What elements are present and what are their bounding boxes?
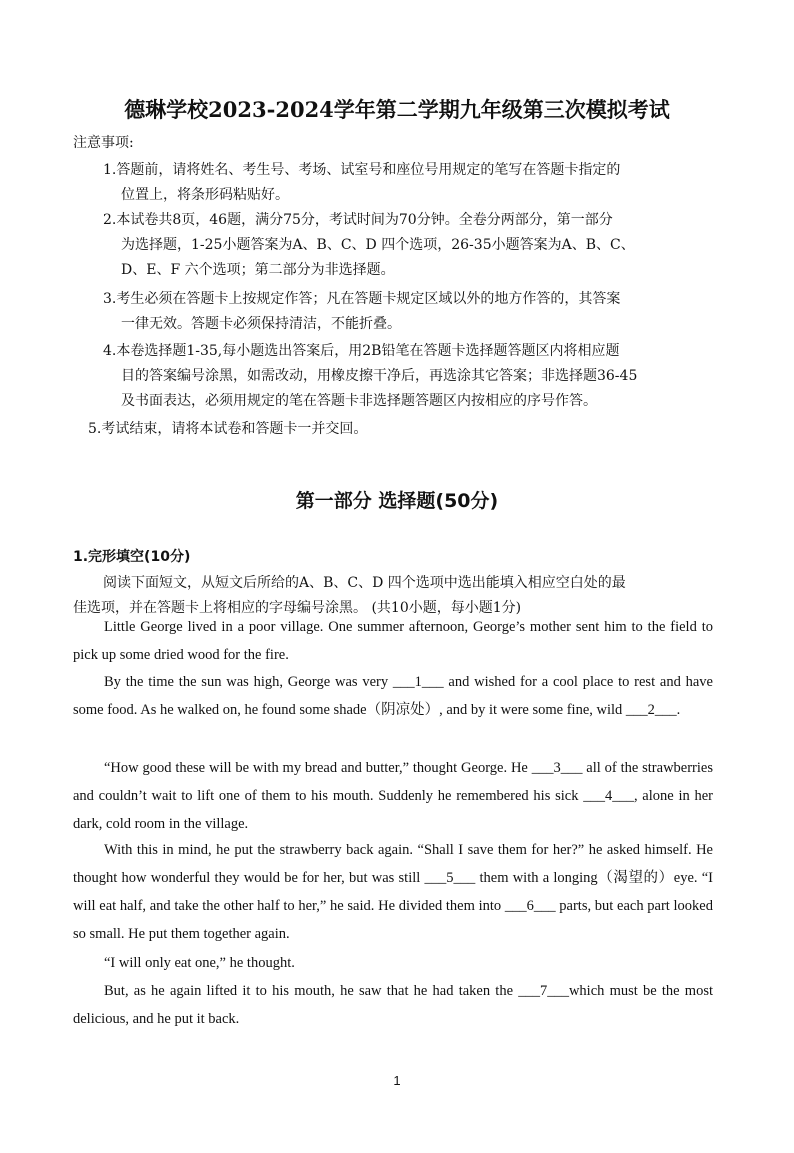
passage-paragraph: With this in mind, he put the strawberry back again. “Shall I save them for her?” he asked himself. He thought how wonderful they would be for her, but was still ___5___ them with a longing（渴望的）eye. “I will eat half, and take the other half to her,” he said. He divided them into ___6___ parts, but each part looked so small. He put them together again. — [73, 842, 713, 942]
instruction-line: 佳选项，并在答题卡上将相应的字母编号涂黑。 (共10小题，每小题1分) — [73, 600, 522, 616]
passage-paragraph: By the time the sun was high, George was very ___1___ and wished for a cool place to rest and have some food. As he walked on, he found some shade（阴凉处）, and by it were some fine, wild ___2___. — [73, 674, 713, 718]
notice-item-line: 3.考生必须在答题卡上按规定作答；凡在答题卡规定区域以外的地方作答的，其答案 — [103, 291, 621, 307]
notice-heading: 注意事项: — [73, 135, 134, 151]
notice-item-line: 1.答题前，请将姓名、考生号、考场、试室号和座位号用规定的笔写在答题卡指定的 — [103, 162, 621, 178]
notice-item-line: 5.考试结束，请将本试卷和答题卡一并交回。 — [88, 421, 368, 437]
passage-paragraph: “I will only eat one,” he thought. — [104, 955, 295, 971]
notice-item-line: 目的答案编号涂黑，如需改动，用橡皮擦干净后，再选涂其它答案；非选择题36-45 — [121, 368, 638, 384]
page-number: 1 — [393, 1073, 401, 1088]
notice-item-line: D、E、F 六个选项；第二部分为非选择题。 — [121, 262, 395, 278]
notice-item-5 — [88, 417, 708, 442]
notice-item-2 — [103, 208, 713, 283]
notice-item-line: 4.本卷选择题1-35,每小题选出答案后，用2B铅笔在答题卡选择题答题区内将相应题 — [103, 343, 620, 359]
notice-item-3 — [103, 287, 713, 337]
notice-item-line: 一律无效。答题卡必须保持清洁，不能折叠。 — [121, 316, 401, 332]
passage-paragraph: But, as he again lifted it to his mouth, he saw that he had taken the ___7___which must be the most delicious, and he put it back. — [73, 983, 713, 1027]
notice-item-line: 2.本试卷共8页，46题，满分75分，考试时间为70分钟。全卷分两部分，第一部分 — [103, 212, 613, 228]
exam-title: 德琳学校2023-2024学年第二学期九年级第三次模拟考试 — [124, 97, 670, 122]
notice-item-line: 位置上，将条形码粘贴好。 — [121, 187, 289, 203]
notice-item-4 — [103, 339, 713, 414]
instruction-line: 阅读下面短文，从短文后所给的A、B、C、D 四个选项中选出能填入相应空白处的最 — [103, 575, 626, 591]
passage-paragraph: “How good these will be with my bread and butter,” thought George. He ___3___ all of the strawberries and couldn’t wait to lift one of them to his mouth. Suddenly he remembered his sick ___4___, alone in her dark, cold room in the village. — [73, 760, 713, 832]
part-one-title: 第一部分 选择题(50分) — [295, 490, 499, 512]
passage-paragraph: Little George lived in a poor village. One summer afternoon, George’s mother sent him to the field to pick up some dried wood for the fire. — [73, 619, 713, 663]
section-cloze-title: 1.完形填空(10分) — [73, 549, 191, 565]
notice-item-line: 及书面表达，必须用规定的笔在答题卡非选择题答题区内按相应的序号作答。 — [121, 393, 597, 409]
notice-item-line: 为选择题，1-25小题答案为A、B、C、D 四个选项，26-35小题答案为A、B、C、 — [121, 237, 635, 253]
notice-item-1 — [103, 158, 713, 208]
